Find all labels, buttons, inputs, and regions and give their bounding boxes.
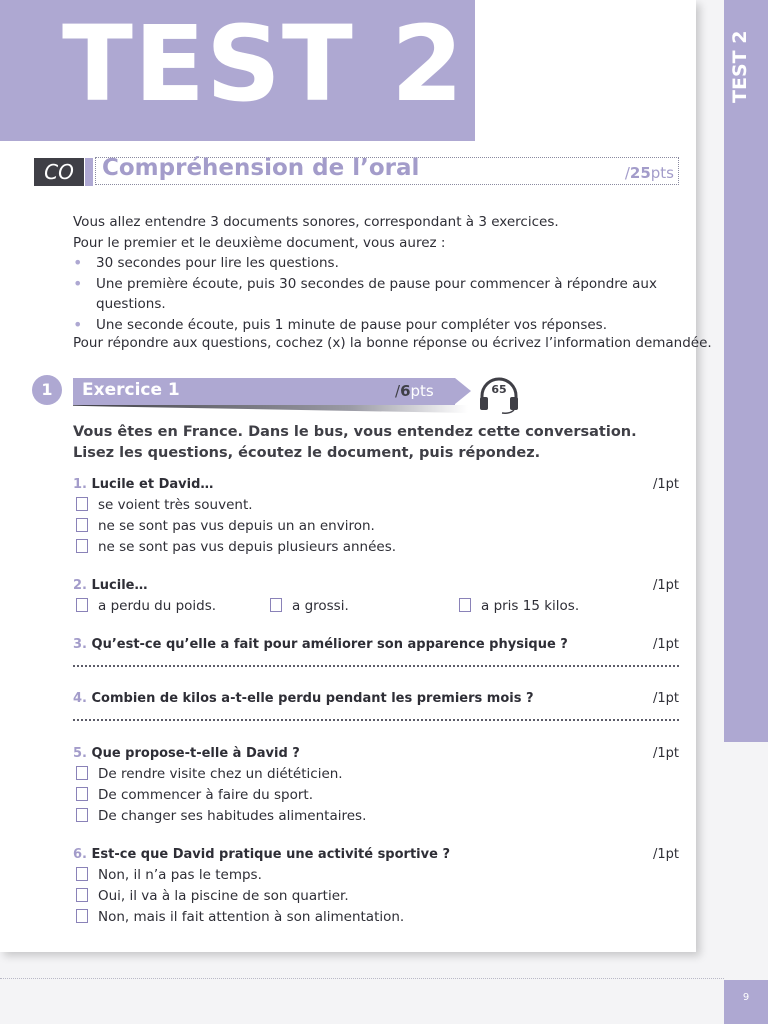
answer-option[interactable]: [76, 598, 216, 614]
answer-option[interactable]: [76, 539, 396, 555]
question-number: 2.: [73, 578, 87, 593]
section-score: [590, 164, 674, 182]
option-label: a perdu du poids.: [98, 598, 217, 614]
exercise-instructions: [73, 422, 673, 464]
bullet-item: • 30 secondes pour lire les questions.: [73, 253, 683, 274]
question-6: [73, 847, 679, 862]
question-number: 1.: [73, 477, 87, 492]
checkbox[interactable]: [76, 497, 88, 511]
answer-option[interactable]: [76, 808, 366, 824]
question-number: 6.: [73, 847, 87, 862]
answer-option[interactable]: [76, 867, 262, 883]
option-label: se voient très souvent.: [98, 497, 253, 513]
exercise-score: [395, 382, 434, 400]
question-points: /1pt: [653, 691, 679, 706]
section-accent: [85, 158, 93, 186]
option-label: a pris 15 kilos.: [481, 598, 580, 614]
question-text: Qu’est-ce qu’elle a fait pour améliorer son apparence physique ?: [91, 637, 568, 652]
answer-option[interactable]: [76, 518, 375, 534]
score-unit: pts: [410, 382, 434, 400]
answer-option[interactable]: [76, 909, 404, 925]
question-text: Lucile…: [91, 578, 148, 593]
answer-option[interactable]: [76, 497, 253, 513]
option-label: a grossi.: [292, 598, 349, 614]
track-number: 65: [491, 383, 507, 396]
section-title: Compréhension de l’oral: [102, 155, 420, 181]
intro-text: [73, 212, 683, 335]
score-slash: /: [624, 164, 630, 182]
checkbox[interactable]: [76, 787, 88, 801]
answer-option[interactable]: [76, 888, 349, 904]
answer-option[interactable]: [270, 598, 349, 614]
headphones-icon[interactable]: [478, 376, 520, 414]
bullet-item: • Une première écoute, puis 30 secondes de pause pour commencer à répondre aux questions.: [73, 274, 683, 315]
instruction-bullets: [73, 253, 683, 335]
checkbox[interactable]: [459, 598, 471, 612]
option-label: De rendre visite chez un diététicien.: [98, 766, 343, 782]
answer-line[interactable]: [73, 665, 679, 667]
bullet-item: • Une seconde écoute, puis 1 minute de pause pour compléter vos réponses.: [73, 315, 683, 336]
exercise-number-badge: 1: [32, 375, 62, 405]
section-badge: CO: [34, 158, 84, 186]
side-tab: [724, 0, 768, 742]
question-text: Lucile et David…: [91, 477, 214, 492]
question-number: 4.: [73, 691, 87, 706]
checkbox[interactable]: [76, 808, 88, 822]
exercise-title: Exercice 1: [82, 380, 180, 400]
intro-line: Pour le premier et le deuxième document, vous aurez :: [73, 234, 446, 251]
question-text: Que propose-t-elle à David ?: [91, 746, 300, 761]
question-points: /1pt: [653, 578, 679, 593]
option-label: ne se sont pas vus depuis un an environ.: [98, 518, 375, 534]
side-tab-label: TEST 2: [729, 30, 751, 103]
page-divider: [0, 978, 724, 979]
answer-line[interactable]: [73, 719, 679, 721]
test-title: TEST 2: [62, 3, 465, 125]
question-points: /1pt: [653, 637, 679, 652]
checkbox[interactable]: [76, 909, 88, 923]
intro-line: Vous allez entendre 3 documents sonores, correspondant à 3 exercices.: [73, 214, 559, 230]
exercise-bar-tip: [455, 378, 471, 404]
question-4: [73, 691, 679, 706]
question-3: [73, 637, 679, 652]
question-number: 3.: [73, 637, 87, 652]
checkbox[interactable]: [76, 539, 88, 553]
question-points: /1pt: [653, 847, 679, 862]
question-2: [73, 578, 679, 593]
question-points: /1pt: [653, 477, 679, 492]
checkbox[interactable]: [76, 766, 88, 780]
checkbox[interactable]: [270, 598, 282, 612]
question-number: 5.: [73, 746, 87, 761]
instruction-line: Lisez les questions, écoutez le document, puis répondez.: [73, 445, 541, 461]
score-slash: /: [395, 382, 401, 400]
question-text: Combien de kilos a-t-elle perdu pendant les premiers mois ?: [91, 691, 534, 706]
score-value: 6: [400, 382, 411, 400]
checkbox[interactable]: [76, 518, 88, 532]
question-points: /1pt: [653, 746, 679, 761]
answer-note: Pour répondre aux questions, cochez (x) la bonne réponse ou écrivez l’information demandée.: [73, 335, 712, 351]
option-label: Non, il n’a pas le temps.: [98, 867, 262, 883]
option-label: Oui, il va à la piscine de son quartier.: [98, 888, 349, 904]
score-value: 25: [629, 164, 651, 182]
question-text: Est-ce que David pratique une activité sportive ?: [91, 847, 450, 862]
option-label: Non, mais il fait attention à son alimentation.: [98, 909, 405, 925]
page-number: 9: [742, 992, 750, 1003]
checkbox[interactable]: [76, 867, 88, 881]
answer-option[interactable]: [459, 598, 579, 614]
option-label: ne se sont pas vus depuis plusieurs années.: [98, 539, 397, 555]
question-1: [73, 477, 679, 492]
option-label: De commencer à faire du sport.: [98, 787, 314, 803]
question-5: [73, 746, 679, 761]
option-label: De changer ses habitudes alimentaires.: [98, 808, 367, 824]
checkbox[interactable]: [76, 888, 88, 902]
answer-option[interactable]: [76, 766, 343, 782]
checkbox[interactable]: [76, 598, 88, 612]
answer-option[interactable]: [76, 787, 313, 803]
instruction-line: Vous êtes en France. Dans le bus, vous entendez cette conversation.: [73, 424, 637, 440]
score-unit: pts: [650, 164, 674, 182]
